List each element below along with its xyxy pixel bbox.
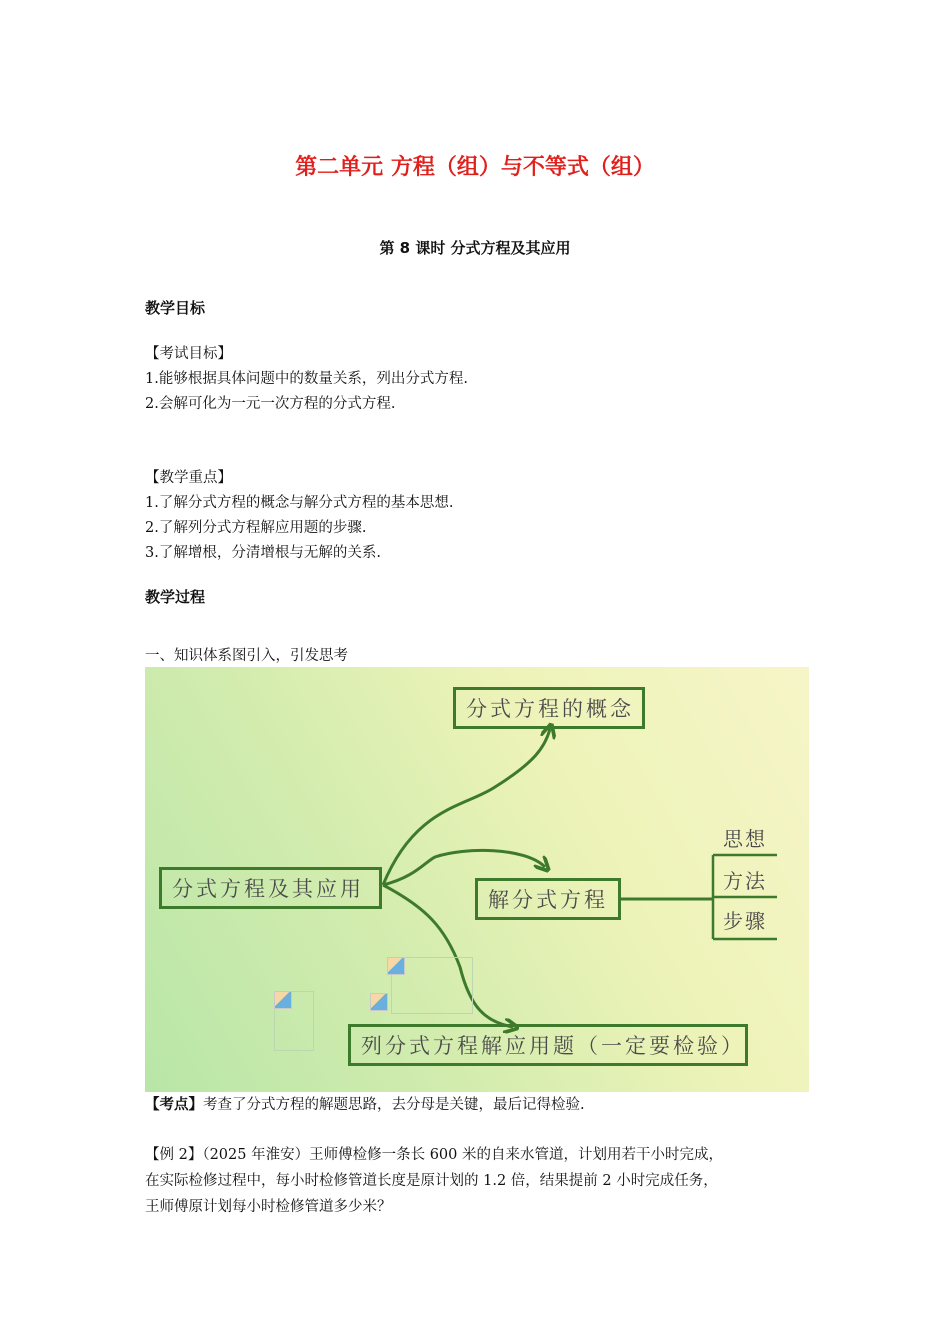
exam-objective-item: 2.会解可化为一元一次方程的分式方程.	[145, 396, 396, 412]
objectives-heading: 教学目标	[145, 299, 206, 317]
exam-point-text: 考查了分式方程的解题思路，去分母是关键，最后记得检验.	[203, 1097, 585, 1113]
side-word: 步骤	[723, 909, 767, 933]
node-solve: 解分式方程	[475, 878, 621, 920]
key-point-item: 3.了解增根，分清增根与无解的关系.	[145, 545, 381, 561]
example-line: 在实际检修过程中，每小时检修管道长度是原计划的 1.2 倍，结果提前 2 小时完成任务，	[145, 1173, 718, 1189]
lesson-subtitle: 第 8 课时 分式方程及其应用	[379, 239, 571, 257]
node-concept: 分式方程的概念	[453, 687, 645, 729]
key-point-item: 1.了解分式方程的概念与解分式方程的基本思想.	[145, 495, 454, 511]
side-word: 方法	[723, 869, 767, 893]
broken-image-icon	[274, 991, 292, 1009]
key-point-item: 2.了解列分式方程解应用题的步骤.	[145, 520, 367, 536]
side-word: 思想	[723, 827, 767, 851]
example-line: 王师傅原计划每小时检修管道多少米？	[145, 1199, 392, 1215]
key-points-label: 【教学重点】	[145, 470, 232, 486]
knowledge-map-diagram	[145, 667, 809, 1092]
process-intro: 一、知识体系图引入，引发思考	[145, 648, 348, 664]
page-title: 第二单元 方程（组）与不等式（组）	[295, 155, 655, 180]
exam-point-line	[145, 1093, 585, 1114]
node-center: 分式方程及其应用	[159, 867, 382, 909]
exam-point-label: 【考点】	[145, 1097, 203, 1113]
example-line: 【例 2】（2025 年淮安）王师傅检修一条长 600 米的自来水管道，计划用若干小时完成，	[145, 1147, 723, 1163]
node-apply: 列分式方程解应用题（一定要检验）	[348, 1024, 748, 1066]
process-heading: 教学过程	[145, 588, 206, 606]
broken-image-icon	[387, 957, 405, 975]
exam-objectives-label: 【考试目标】	[145, 346, 232, 362]
broken-image-icon	[370, 993, 388, 1011]
connector-to-concept	[383, 729, 550, 885]
exam-objective-item: 1.能够根据具体问题中的数量关系，列出分式方程.	[145, 371, 468, 387]
